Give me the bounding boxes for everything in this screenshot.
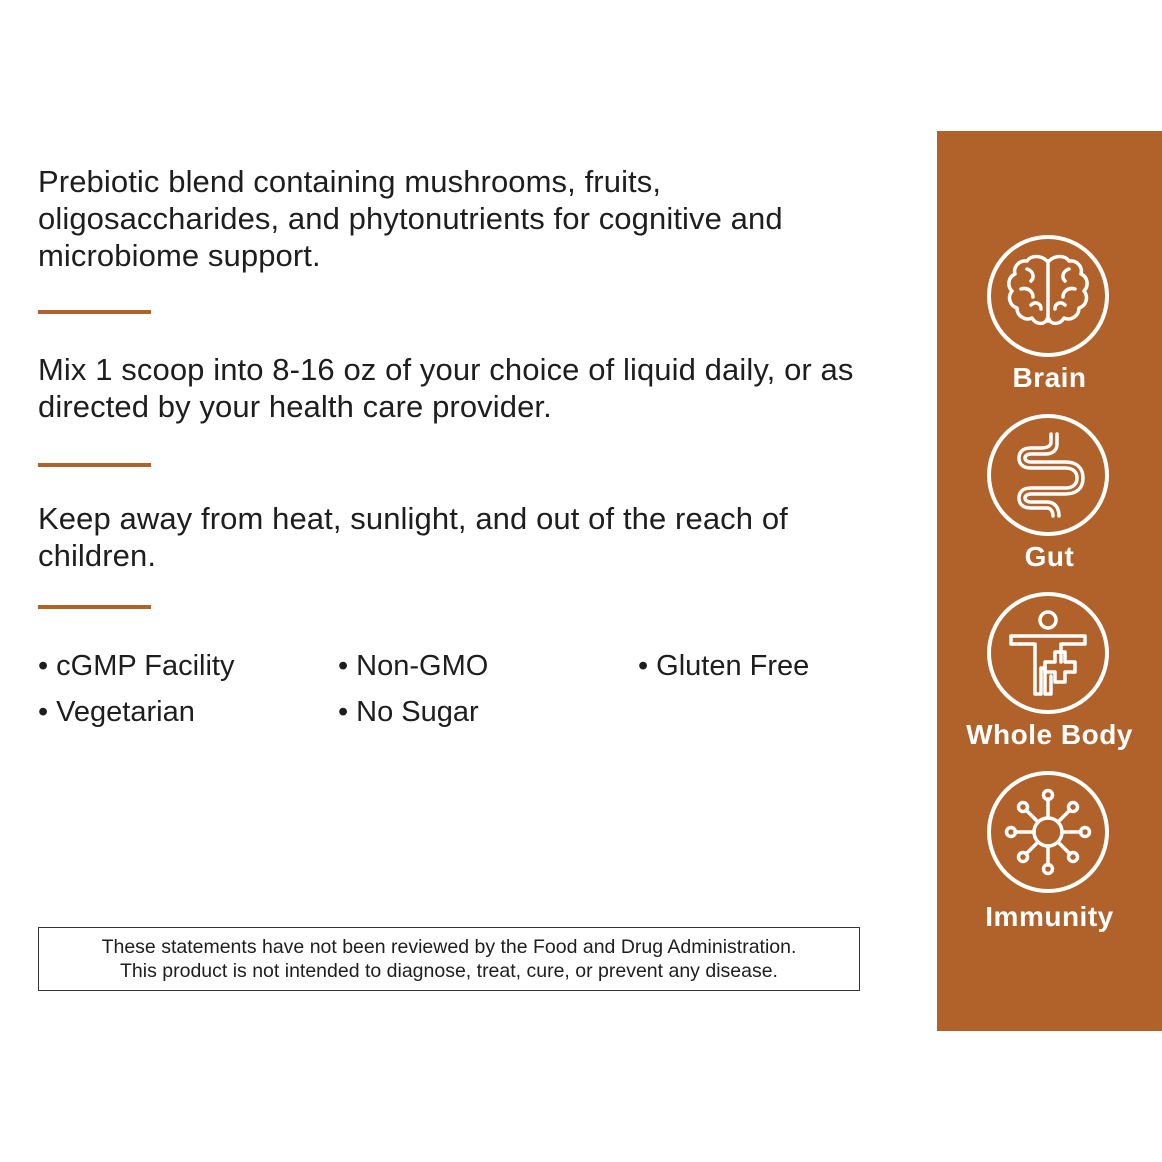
disclaimer-line: This product is not intended to diagnose, treat, cure, or prevent any disease. (120, 960, 778, 982)
brain-icon (987, 235, 1109, 357)
feature-item: • Non-GMO (338, 650, 489, 682)
section-divider (38, 605, 151, 609)
feature-item: • cGMP Facility (38, 650, 235, 682)
feature-item: • Vegetarian (38, 696, 195, 728)
benefit-label-gut: Gut (1024, 541, 1075, 572)
benefits-sidebar (937, 131, 1162, 1031)
storage-text: Keep away from heat, sunlight, and out of the reach of children. (38, 501, 788, 573)
feature-list (38, 648, 878, 758)
description-text: Prebiotic blend containing mushrooms, fruits, oligosaccharides, and phytonutrients for cognitive and microbiome support. (38, 164, 783, 273)
benefit-label-immunity: Immunity (985, 901, 1114, 932)
feature-item: • No Sugar (338, 696, 479, 728)
directions-text: Mix 1 scoop into 8-16 oz of your choice of liquid daily, or as directed by your health care provider. (38, 352, 854, 424)
benefit-label-brain: Brain (1012, 362, 1087, 393)
fda-disclaimer (38, 927, 860, 991)
body-health-icon (987, 592, 1109, 714)
feature-item: • Gluten Free (638, 650, 810, 682)
immunity-icon (987, 771, 1109, 893)
benefit-label-whole-body: Whole Body (966, 719, 1133, 750)
section-divider (38, 463, 151, 467)
section-divider (38, 310, 151, 314)
disclaimer-line: These statements have not been reviewed by the Food and Drug Administration. (101, 936, 797, 958)
intestine-icon (987, 414, 1109, 536)
